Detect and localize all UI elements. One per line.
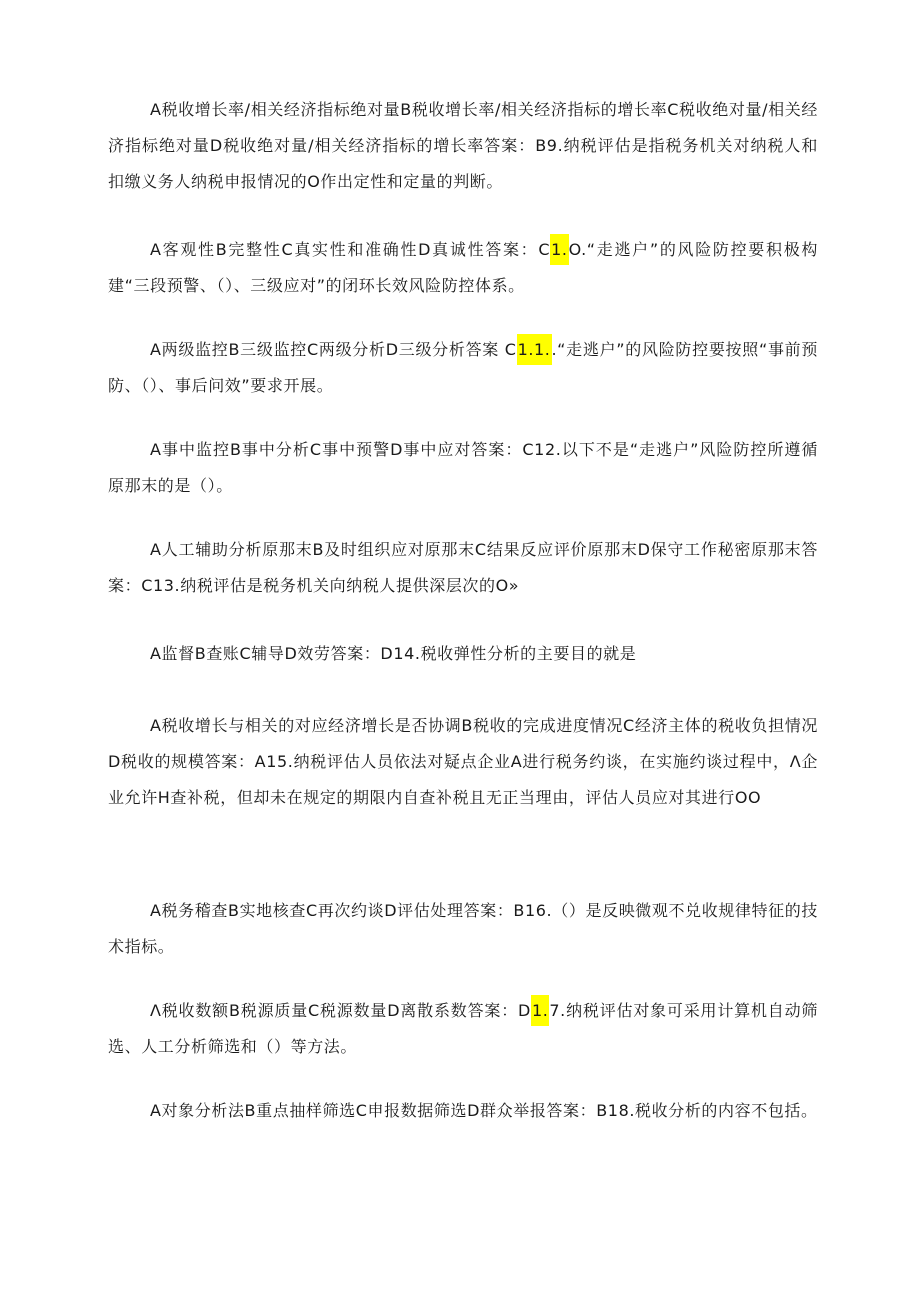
paragraph-5-text: A人工辅助分析原那末B及时组织应对原那末C结果反应评价原那末D保守工作秘密原那末答案：C13.纳税评估是税务机关向纳税人提供深层次的O»: [108, 540, 818, 595]
paragraph-4: [108, 432, 818, 504]
paragraph-9-text: Λ税收数额B税源质量C税源数量D离散系数答案：D: [150, 1001, 531, 1020]
paragraph-2-text-cont: O.“走逃户”的风险防控要积极构建“三段预警、（）、三级应对”的闭环长效风险防控体系。: [108, 240, 818, 295]
paragraph-8: [108, 893, 818, 965]
paragraph-6: [108, 636, 818, 672]
paragraph-9: [108, 993, 818, 1065]
paragraph-2: [108, 232, 818, 304]
paragraph-4-text: A事中监控B事中分析C事中预警D事中应对答案：C12.以下不是“走逃户”风险防控所遵循原那末的是（）。: [108, 440, 818, 495]
highlighted-text: 1.: [550, 234, 568, 265]
paragraph-3-text-cont: .“走逃户”的风险防控要按照“事前预防、（）、事后问效”要求开展。: [108, 340, 818, 395]
paragraph-7-text: A税收增长与相关的对应经济增长是否协调B税收的完成进度情况C经济主体的税收负担情况D税收的规模答案：A15.纳税评估人员依法对疑点企业A进行税务约谈，在实施约谈过程中，Λ企业允许H查补税，但却未在规定的期限内自查补税且无正当理由，评估人员应对其进行OO: [108, 716, 818, 807]
paragraph-3: [108, 332, 818, 404]
paragraph-1: [108, 92, 818, 200]
paragraph-10: [108, 1093, 818, 1129]
paragraph-10-text: A对象分析法B重点抽样筛选C申报数据筛选D群众举报答案：B18.税收分析的内容不包括。: [150, 1101, 818, 1120]
highlighted-text: 1.: [531, 995, 549, 1026]
paragraph-9-text-cont: 7.纳税评估对象可采用计算机自动筛选、人工分析筛选和（）等方法。: [108, 1001, 818, 1056]
paragraph-3-text: A两级监控B三级监控C两级分析D三级分析答案 C: [150, 340, 517, 359]
paragraph-2-text: A客观性B完整性C真实性和准确性D真诚性答案：C: [150, 240, 551, 259]
paragraph-7: [108, 708, 818, 816]
paragraph-1-text: A税收增长率/相关经济指标绝对量B税收增长率/相关经济指标的增长率C税收绝对量/相关经济指标绝对量D税收绝对量/相关经济指标的增长率答案：B9.纳税评估是指税务机关对纳税人和扣缴义务人纳税申报情况的O作出定性和定量的判断。: [108, 100, 818, 191]
paragraph-6-text: A监督B查账C辅导D效劳答案：D14.税收弹性分析的主要目的就是: [150, 644, 637, 663]
paragraph-5: [108, 532, 818, 604]
paragraph-8-text: A税务稽查B实地核查C再次约谈D评估处理答案：B16.（）是反映微观不兑收规律特征的技术指标。: [108, 901, 818, 956]
highlighted-text: 1.1.: [517, 334, 552, 365]
